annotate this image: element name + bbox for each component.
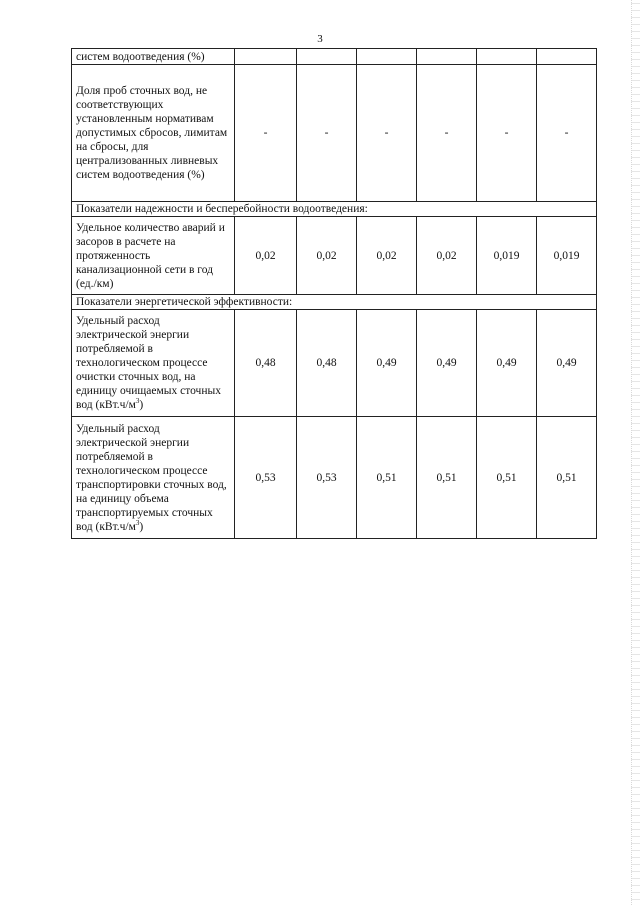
indicators-table <box>71 48 597 539</box>
value-cell: 0,51 <box>477 417 537 539</box>
value-cell: 0,51 <box>357 417 417 539</box>
row-label-text: Удельный расход электрической энергии потребляемой в технологическом процессе очистки сточных вод, на единицу очищаемых сточных вод (кВт.ч/м <box>76 315 221 411</box>
unit-superscript: 3 <box>135 397 140 406</box>
section-row <box>72 295 597 310</box>
value-cell <box>537 49 597 65</box>
section-heading: Показатели энергетической эффективности: <box>72 295 597 310</box>
value-cell: 0,48 <box>297 310 357 417</box>
value-cell: 0,019 <box>537 217 597 295</box>
value-cell: 0,02 <box>235 217 297 295</box>
value-cell <box>357 49 417 65</box>
row-label: Доля проб сточных вод, не соответствующих установленным нормативам допустимых сбросов, лимитам на сбросы, для централизованных ливневых систем водоотведения (%) <box>72 65 235 202</box>
value-cell <box>297 49 357 65</box>
row-label: систем водоотведения (%) <box>72 49 235 65</box>
unit-tail: ) <box>139 520 144 533</box>
value-cell <box>235 49 297 65</box>
value-cell: - <box>235 65 297 202</box>
table-row <box>72 417 597 539</box>
section-heading: Показатели надежности и бесперебойности водоотведения: <box>72 202 597 217</box>
table-row <box>72 49 597 65</box>
value-cell: 0,51 <box>537 417 597 539</box>
value-cell: - <box>537 65 597 202</box>
scan-edge-margin <box>631 0 640 905</box>
value-cell: - <box>477 65 537 202</box>
value-cell: - <box>297 65 357 202</box>
value-cell: 0,49 <box>477 310 537 417</box>
value-cell <box>477 49 537 65</box>
value-cell: 0,48 <box>235 310 297 417</box>
value-cell: 0,53 <box>235 417 297 539</box>
table-row <box>72 217 597 295</box>
row-label <box>72 310 235 417</box>
page-number: 3 <box>317 33 323 45</box>
section-row <box>72 202 597 217</box>
value-cell: 0,49 <box>357 310 417 417</box>
value-cell: 0,53 <box>297 417 357 539</box>
value-cell: 0,49 <box>537 310 597 417</box>
value-cell: 0,019 <box>477 217 537 295</box>
value-cell: - <box>417 65 477 202</box>
value-cell <box>417 49 477 65</box>
value-cell: 0,51 <box>417 417 477 539</box>
row-label-text: Удельный расход электрической энергии потребляемой в технологическом процессе транспортировки сточных вод, на единицу объема транспортируемых сточных вод (кВт.ч/м <box>76 422 227 533</box>
table-row <box>72 65 597 202</box>
value-cell: 0,02 <box>357 217 417 295</box>
row-label: Удельное количество аварий и засоров в расчете на протяженность канализационной сети в год (ед./км) <box>72 217 235 295</box>
unit-tail: ) <box>139 399 144 411</box>
value-cell: 0,02 <box>297 217 357 295</box>
table-row <box>72 310 597 417</box>
row-label <box>72 417 235 539</box>
value-cell: 0,49 <box>417 310 477 417</box>
unit-superscript: 3 <box>135 518 140 527</box>
value-cell: 0,02 <box>417 217 477 295</box>
value-cell: - <box>357 65 417 202</box>
